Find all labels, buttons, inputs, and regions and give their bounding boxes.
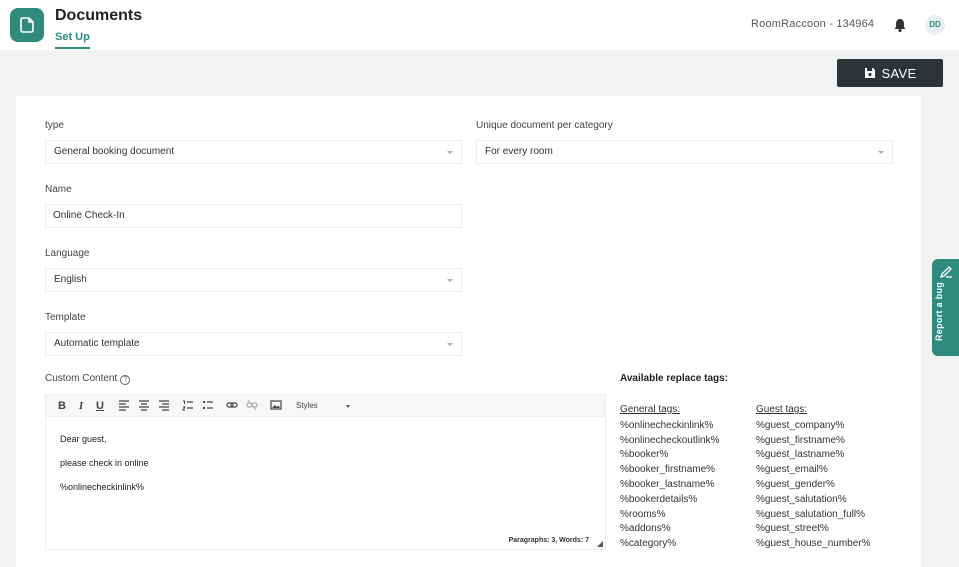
link-icon[interactable] [226, 399, 238, 413]
type-select[interactable] [45, 140, 462, 164]
chevron-down-icon [878, 151, 884, 154]
tag-item: %bookerdetails% [620, 493, 698, 505]
tag-item: %guest_gender% [756, 478, 835, 490]
document-icon [18, 16, 36, 34]
tag-item: %guest_street% [756, 523, 829, 535]
styles-dropdown[interactable] [296, 399, 354, 413]
notification-bell-icon[interactable] [889, 14, 911, 36]
unique-per-category-value: For every room [485, 146, 553, 157]
report-bug-button[interactable] [932, 259, 959, 356]
tag-item: %guest_house_number% [756, 538, 871, 550]
template-select-value: Automatic template [54, 338, 140, 349]
custom-content-label-text: Custom Content [45, 373, 118, 384]
floppy-disk-icon [864, 67, 876, 79]
custom-content-label [45, 373, 130, 385]
tag-item: %onlinecheckinlink% [620, 419, 714, 431]
tag-item: %booker% [620, 449, 669, 461]
chevron-down-icon [447, 279, 453, 282]
user-avatar[interactable]: DD [925, 15, 945, 35]
chevron-down-icon [447, 151, 453, 154]
tag-item: %booker_firstname% [620, 464, 716, 476]
tag-item: %booker_lastname% [620, 478, 715, 490]
general-tags-list [620, 403, 720, 552]
tag-item: %guest_company% [756, 419, 845, 431]
unique-per-category-label: Unique document per category [476, 120, 613, 131]
resize-handle-icon[interactable] [597, 541, 603, 547]
editor-paragraph: %onlinecheckinlink% [60, 482, 145, 492]
top-header [0, 0, 959, 50]
chevron-down-icon [447, 343, 453, 346]
tag-item: %onlinecheckoutlink% [620, 434, 720, 446]
document-settings-card [16, 96, 921, 567]
numbered-list-icon[interactable] [182, 399, 194, 413]
type-select-value: General booking document [54, 146, 175, 157]
save-button-label: SAVE [881, 65, 917, 81]
unlink-icon[interactable] [246, 399, 258, 413]
type-label: type [45, 120, 64, 131]
tag-item: %guest_lastname% [756, 449, 845, 461]
underline-icon[interactable]: U [96, 400, 104, 412]
editor-paragraph: please check in online [60, 458, 149, 468]
language-label: Language [45, 248, 90, 259]
italic-icon[interactable]: I [78, 400, 84, 412]
align-left-icon[interactable] [118, 399, 130, 413]
tag-item: %rooms% [620, 508, 666, 520]
language-select[interactable] [45, 268, 462, 292]
styles-dropdown-label: Styles [296, 401, 318, 410]
image-icon[interactable] [270, 399, 282, 413]
template-label: Template [45, 312, 86, 323]
template-select[interactable] [45, 332, 462, 356]
guest-tags-list [756, 403, 871, 552]
align-right-icon[interactable] [158, 399, 170, 413]
available-tags-title: Available replace tags: [620, 373, 729, 384]
help-icon[interactable]: ? [120, 375, 130, 385]
name-label: Name [45, 184, 72, 195]
tag-item: %guest_salutation_full% [756, 508, 865, 520]
pencil-icon [939, 265, 953, 279]
align-center-icon[interactable] [138, 399, 150, 413]
tag-item: %guest_salutation% [756, 493, 847, 505]
report-bug-label: Report a bug [934, 281, 944, 341]
guest-tags-header: Guest tags: [756, 404, 808, 415]
language-select-value: English [54, 274, 87, 285]
word-count: Paragraphs: 3, Words: 7 [508, 537, 589, 544]
bullet-list-icon[interactable] [202, 399, 214, 413]
tag-item: %addons% [620, 523, 671, 535]
chevron-down-icon [346, 405, 350, 408]
page-title: Documents [55, 7, 143, 24]
name-input[interactable]: Online Check-In [45, 204, 462, 228]
unique-per-category-select[interactable] [476, 140, 893, 164]
general-tags-header: General tags: [620, 404, 681, 415]
tag-item: %guest_firstname% [756, 434, 845, 446]
account-name[interactable]: RoomRaccoon - 134964 [751, 18, 875, 30]
editor-paragraph: Dear guest, [60, 434, 107, 444]
documents-app-icon[interactable] [10, 8, 44, 42]
tag-item: %guest_email% [756, 464, 828, 476]
custom-content-editor[interactable] [45, 394, 606, 550]
editor-toolbar [46, 395, 605, 417]
tab-set-up[interactable]: Set Up [55, 31, 90, 49]
bold-icon[interactable]: B [58, 400, 66, 412]
editor-content[interactable] [60, 435, 149, 507]
save-button[interactable] [837, 59, 943, 87]
tag-item: %category% [620, 538, 677, 550]
